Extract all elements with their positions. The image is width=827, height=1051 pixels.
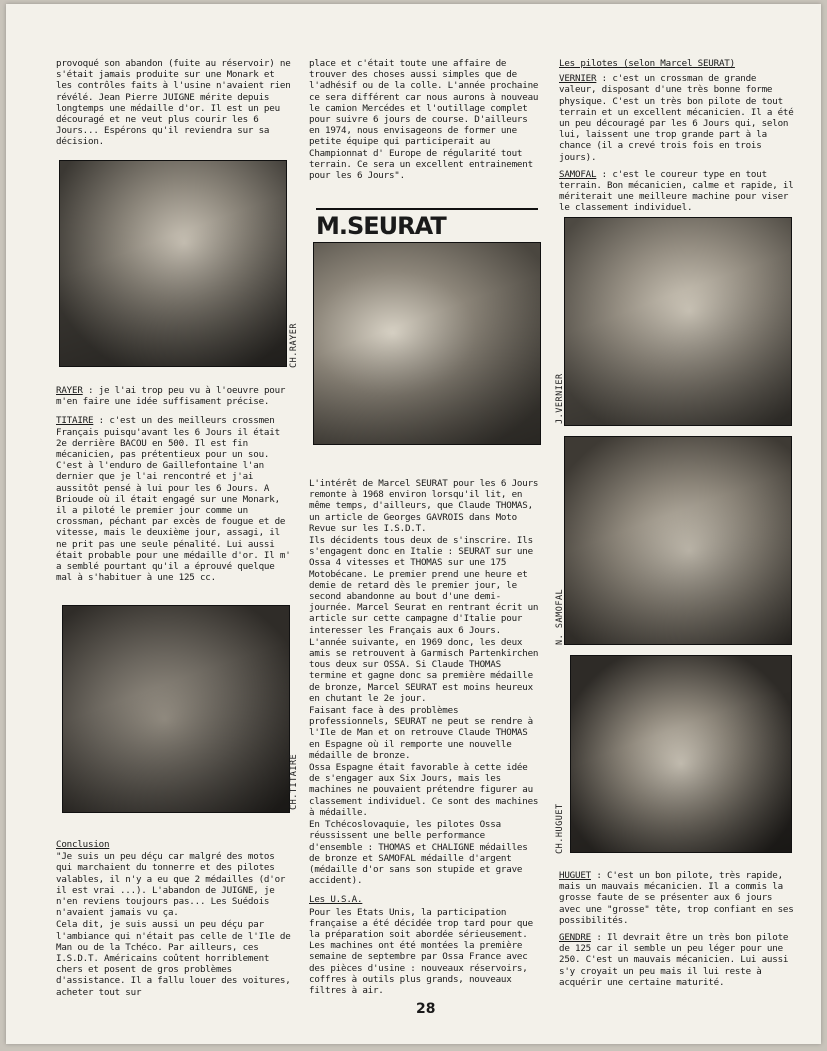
gendre-paragraph	[559, 932, 795, 988]
huguet-paragraph	[559, 870, 795, 926]
titaire-paragraph	[56, 415, 292, 583]
photo-caption: CH.RAYER	[289, 323, 299, 368]
column-1-body	[56, 385, 292, 584]
column-3-bottom	[559, 870, 795, 989]
huguet-label: HUGUET	[559, 870, 591, 881]
column-1-intro	[56, 58, 292, 149]
photo-huguet	[570, 655, 792, 853]
paragraph: "Je suis un peu déçu car malgré des motos qui marchaient du tonnerre et des pilotes valables, il n'y a eu que 2 médailles (d'or il est vrai ...). L'abandon de JUIGNE, je n'en reviens toujours pas... Les Suédois n'avaient jamais vu ça.	[56, 851, 286, 919]
column-2-body	[309, 478, 539, 997]
conclusion-heading	[56, 839, 292, 850]
rayer-text: : je l'ai trop peu vu à l'oeuvre pour m'en faire une idée suffisament précise.	[56, 385, 286, 408]
photo-seurat	[313, 242, 541, 445]
usa-label: Les U.S.A.	[309, 894, 363, 906]
photo-vernier	[564, 217, 792, 426]
column-1-conclusion	[56, 839, 292, 999]
paragraph: Pour les Etats Unis, la participation française a été décidée trop tard pour que la préparation soit abordée sérieusement. Les machines ont été montées la première semaine de septembre par Ossa France avec des pièces d'usine : nouveaux réservoirs, coffres à outils plus grands, nouveaux filtres à air.	[309, 906, 533, 996]
vernier-label: VERNIER	[559, 73, 597, 85]
pilots-heading: Les pilotes (selon Marcel SEURAT)	[559, 58, 735, 69]
article-title: M.SEURAT	[316, 208, 538, 240]
gendre-label: GENDRE	[559, 932, 591, 944]
photo-titaire	[62, 605, 290, 813]
column-3-top	[559, 58, 795, 215]
magazine-page	[6, 4, 821, 1044]
paragraph: Ils décidents tous deux de s'inscrire. Ils s'engagent donc en Italie : SEURAT sur une Ossa 4 vitesses et THOMAS sur une 175 Motobécane. Le premier prend une heure et demie de retard dès le premier jour, le second abandonne au bout d'une demi-journée. Marcel Seurat en rentrant écrit un article sur cette campagne d'Italie pour interesser les Français aux 6 Jours.	[309, 535, 539, 636]
photo-caption: CH.TITAIRE	[289, 753, 299, 810]
vernier-paragraph	[559, 73, 795, 163]
photo-rayer	[59, 160, 287, 367]
usa-heading	[309, 894, 539, 905]
photo-samofal	[564, 436, 792, 645]
rayer-paragraph	[56, 385, 292, 407]
samofal-paragraph	[559, 169, 795, 214]
rayer-label: RAYER	[56, 385, 83, 396]
paragraph: En Tchécoslovaquie, les pilotes Ossa réussissent une belle performance d'ensemble : THOMAS et CHALIGNE médailles de bronze et SAMOFAL médaille d'argent (médaille d'or sans son stupide et grave accident).	[309, 819, 528, 887]
gendre-text: : Il devrait être un très bon pilote de 125 car il semble un peu léger pour une 250. C'est un mauvais mécanicien. Lui aussi s'y croyait un peu mais il lui reste à acquérir une certaine maturité.	[559, 932, 789, 988]
page-number: 28	[416, 1001, 436, 1017]
huguet-text: : C'est un bon pilote, très rapide, mais un mauvais mécanicien. Il a commis la grosse faute de se présenter aux 6 jours avec une "grosse" tête, trop confiant en ses possibilités.	[559, 870, 794, 926]
paragraph: L'année suivante, en 1969 donc, les deux amis se retrouvent à Garmisch Partenkirchen tous deux sur OSSA. Si Claude THOMAS termine et gagne donc sa première médaille de bronze, Marcel SEURAT est moins heureux en chutant le 2e jour.	[309, 636, 539, 704]
vernier-text: : c'est un crossman de grande valeur, disposant d'une très bonne forme physique. C'est un très bon pilote de tout terrain et un excellent mécanicien. Il a été un peu découragé par les 6 Jours qui, selon lui, laissent une trop grande part à la chance (il a crevé trois fois en trois jours).	[559, 73, 794, 163]
photo-caption: J.VERNIER	[555, 373, 565, 424]
samofal-text: : c'est le coureur type en tout terrain. Bon mécanicien, calme et rapide, il mériterait une meilleure machine pour viser le classement individuel.	[559, 168, 794, 214]
conclusion-label: Conclusion	[56, 839, 110, 850]
titaire-text: : c'est un des meilleurs crossmen Français puisqu'avant les 6 Jours il était 2e derrière BACOU en 500. Il est fin mécanicien, pas prétentieux pour un sou. C'est à l'enduro de Gaillefontaine l'an dernier que je l'ai rencontré et j'ai aussitôt pensé à lui pour les 6 Jours. A Brioude où il était engagé sur une Monark, il a piloté le premier jour comme un crossman, péchant par excès de fougue et de vitesse, mais le deuxième jour, assagi, il ne prit pas une seule pénalité. Lui aussi était probable pour une médaille d'or. Il m' a semblé pourtant qu'il a éprouvé quelque mal à s'habituer à une 125 cc.	[56, 415, 291, 584]
paragraph: Faisant face à des problèmes professionnels, SEURAT ne peut se rendre à l'Ile de Man et on retrouve Claude THOMAS en Espagne où il remporte une nouvelle médaille de bronze.	[309, 705, 533, 761]
photo-caption: CH.HUGUET	[555, 803, 565, 854]
paragraph: Cela dit, je suis aussi un peu déçu par l'ambiance qui n'était pas celle de l'Ile de Man ou de la Tchéco. Par ailleurs, ces I.S.D.T. Américains coûtent horriblement chers et posent de gros problèmes d'assistance. Il a fallu louer des voitures, acheter tout sur	[56, 919, 291, 998]
paragraph: place et c'était toute une affaire de trouver des choses aussi simples que de l'adhésif ou de la colle. L'année prochaine ce sera différent car nous aurons à nouveau le camion Mercédes et l'outillage complet pour suivre 6 jours de course. D'ailleurs en 1974, nous envisageons de former une petite équipe qui participerait au Championnat d' Europe de régularité tout terrain. Ce sera un excellent entrainement pour les 6 Jours".	[309, 58, 539, 182]
column-2-intro	[309, 58, 539, 182]
photo-caption: N. SAMOFAL	[555, 588, 565, 645]
samofal-label: SAMOFAL	[559, 168, 597, 180]
paragraph: L'intérêt de Marcel SEURAT pour les 6 Jours remonte à 1968 environ lorsqu'il lit, en même temps, d'ailleurs, que Claude THOMAS, un article de Georges GAVROIS dans Moto Revue sur les I.S.D.T.	[309, 478, 539, 534]
titaire-label: TITAIRE	[56, 415, 94, 427]
paragraph: provoqué son abandon (fuite au réservoir) ne s'était jamais produite sur une Monark et les contrôles faits à l'usine n'avaient rien révélé. Jean Pierre JUIGNE mérite depuis longtemps une médaille d'or. Il est un peu découragé et ne veut plus courir les 6 Jours... Espérons qu'il reviendra sur sa décision.	[56, 58, 291, 148]
paragraph: Ossa Espagne était favorable à cette idée de s'engager aux Six Jours, mais les machines ne pouvaient prétendre figurer au classement individuel. Ce sont des machines à médaille.	[309, 762, 539, 818]
